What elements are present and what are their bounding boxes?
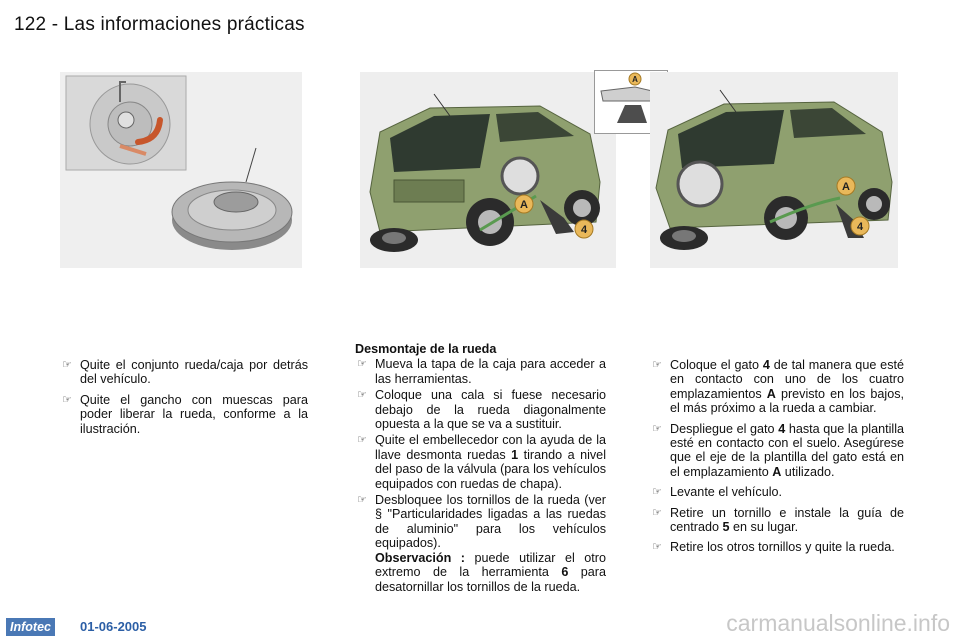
item-text: tirando a nivel del paso de la válvula (para los vehículos equipados con ruedas de chapa). <box>375 447 606 491</box>
item-text: Mueva la tapa de la caja para acceder a las herramientas. <box>375 357 606 386</box>
item-text: para desatornillar los tornillos de la rueda. <box>375 565 606 594</box>
section-title: Desmontaje de la rueda <box>355 342 497 356</box>
item-text: Levante el vehículo. <box>670 485 783 500</box>
callout-a: A <box>842 181 850 193</box>
hand-pointer-icon: ☞ <box>652 485 662 499</box>
inset-callout-a: A <box>632 75 638 84</box>
item-text: Despliegue el gato <box>670 421 779 436</box>
list-item <box>650 506 904 535</box>
column-3 <box>650 358 904 561</box>
callout-4: 4 <box>856 221 864 233</box>
callout-4: 4 <box>580 224 588 236</box>
list-item <box>355 357 606 386</box>
list-item <box>355 493 606 594</box>
hand-pointer-icon: ☞ <box>652 358 662 371</box>
item-text: en su lugar. <box>729 520 799 535</box>
spare-wheel-illustration <box>60 72 302 268</box>
hand-pointer-icon: ☞ <box>652 421 662 435</box>
bold-text: 5 <box>722 520 730 535</box>
hand-pointer-icon: ☞ <box>357 388 367 402</box>
bold-text: 6 <box>561 565 569 580</box>
list-item <box>355 433 606 491</box>
hand-pointer-icon: ☞ <box>652 505 662 519</box>
hand-pointer-icon: ☞ <box>62 358 72 371</box>
item-text: previsto en los bajos, el más próximo a la rueda a cambiar. <box>670 386 904 416</box>
list-item <box>650 358 904 416</box>
list-item <box>650 422 904 480</box>
item-text: Retire un tornillo e instale la guía de centrado <box>670 505 904 535</box>
item-text: Retire los otros tornillos y quite la rueda. <box>670 540 895 555</box>
page-header: 122 - Las informaciones prácticas <box>14 14 305 35</box>
item-text: hasta que la plantilla esté en contacto con el suelo. Asegúrese que el eje de la plantilla del gato está en el emplazamiento <box>670 421 905 479</box>
hand-pointer-icon: ☞ <box>357 433 367 447</box>
hand-pointer-icon: ☞ <box>652 540 662 554</box>
item-text: de tal manera que esté en contacto con uno de los cuatro emplazamientos <box>670 358 904 401</box>
item-text: puede utilizar el otro extremo de la herramienta <box>375 550 606 580</box>
hand-pointer-icon: ☞ <box>357 357 367 371</box>
list-item <box>60 393 308 436</box>
footer-date: 01-06-2005 <box>80 619 147 634</box>
item-text: Quite el gancho con muescas para poder liberar la rueda, conforme a la ilustración. <box>80 392 308 436</box>
item-text: Quite el conjunto rueda/caja por detrás del vehículo. <box>80 358 308 387</box>
column-1 <box>60 358 308 442</box>
item-text: Coloque una cala si fuese necesario debajo de la rueda diagonalmente opuesta a la que se va a sustituir. <box>375 388 606 432</box>
list-item <box>650 540 904 554</box>
bold-text: Observación : <box>375 550 466 565</box>
column-2 <box>355 342 606 596</box>
hand-pointer-icon: ☞ <box>357 493 367 507</box>
bold-text: 1 <box>511 447 519 462</box>
callout-a: A <box>520 199 528 211</box>
list-item <box>650 485 904 499</box>
infotec-logo: Infotec <box>6 618 55 636</box>
item-text: utilizado. <box>781 464 835 479</box>
list-item <box>60 358 308 387</box>
column-2-items <box>355 357 606 594</box>
hand-pointer-icon: ☞ <box>62 392 72 406</box>
bold-text: A <box>766 386 776 401</box>
bold-text: A <box>772 464 782 479</box>
bold-text: 4 <box>762 358 770 372</box>
car-rear-jack-illustration <box>360 72 616 268</box>
bold-text: 4 <box>778 421 786 436</box>
list-item <box>355 388 606 431</box>
item-text: Coloque el gato <box>670 358 763 372</box>
watermark: carmanualsonline.info <box>726 610 950 636</box>
item-text: Desbloquee los tornillos de la rueda (ver § "Particularidades ligadas a las ruedas de aluminio" para los vehículos equipados). <box>375 493 606 551</box>
car-lifted-illustration <box>650 72 898 268</box>
item-text: Quite el embellecedor con la ayuda de la llave desmonta ruedas <box>375 433 606 462</box>
